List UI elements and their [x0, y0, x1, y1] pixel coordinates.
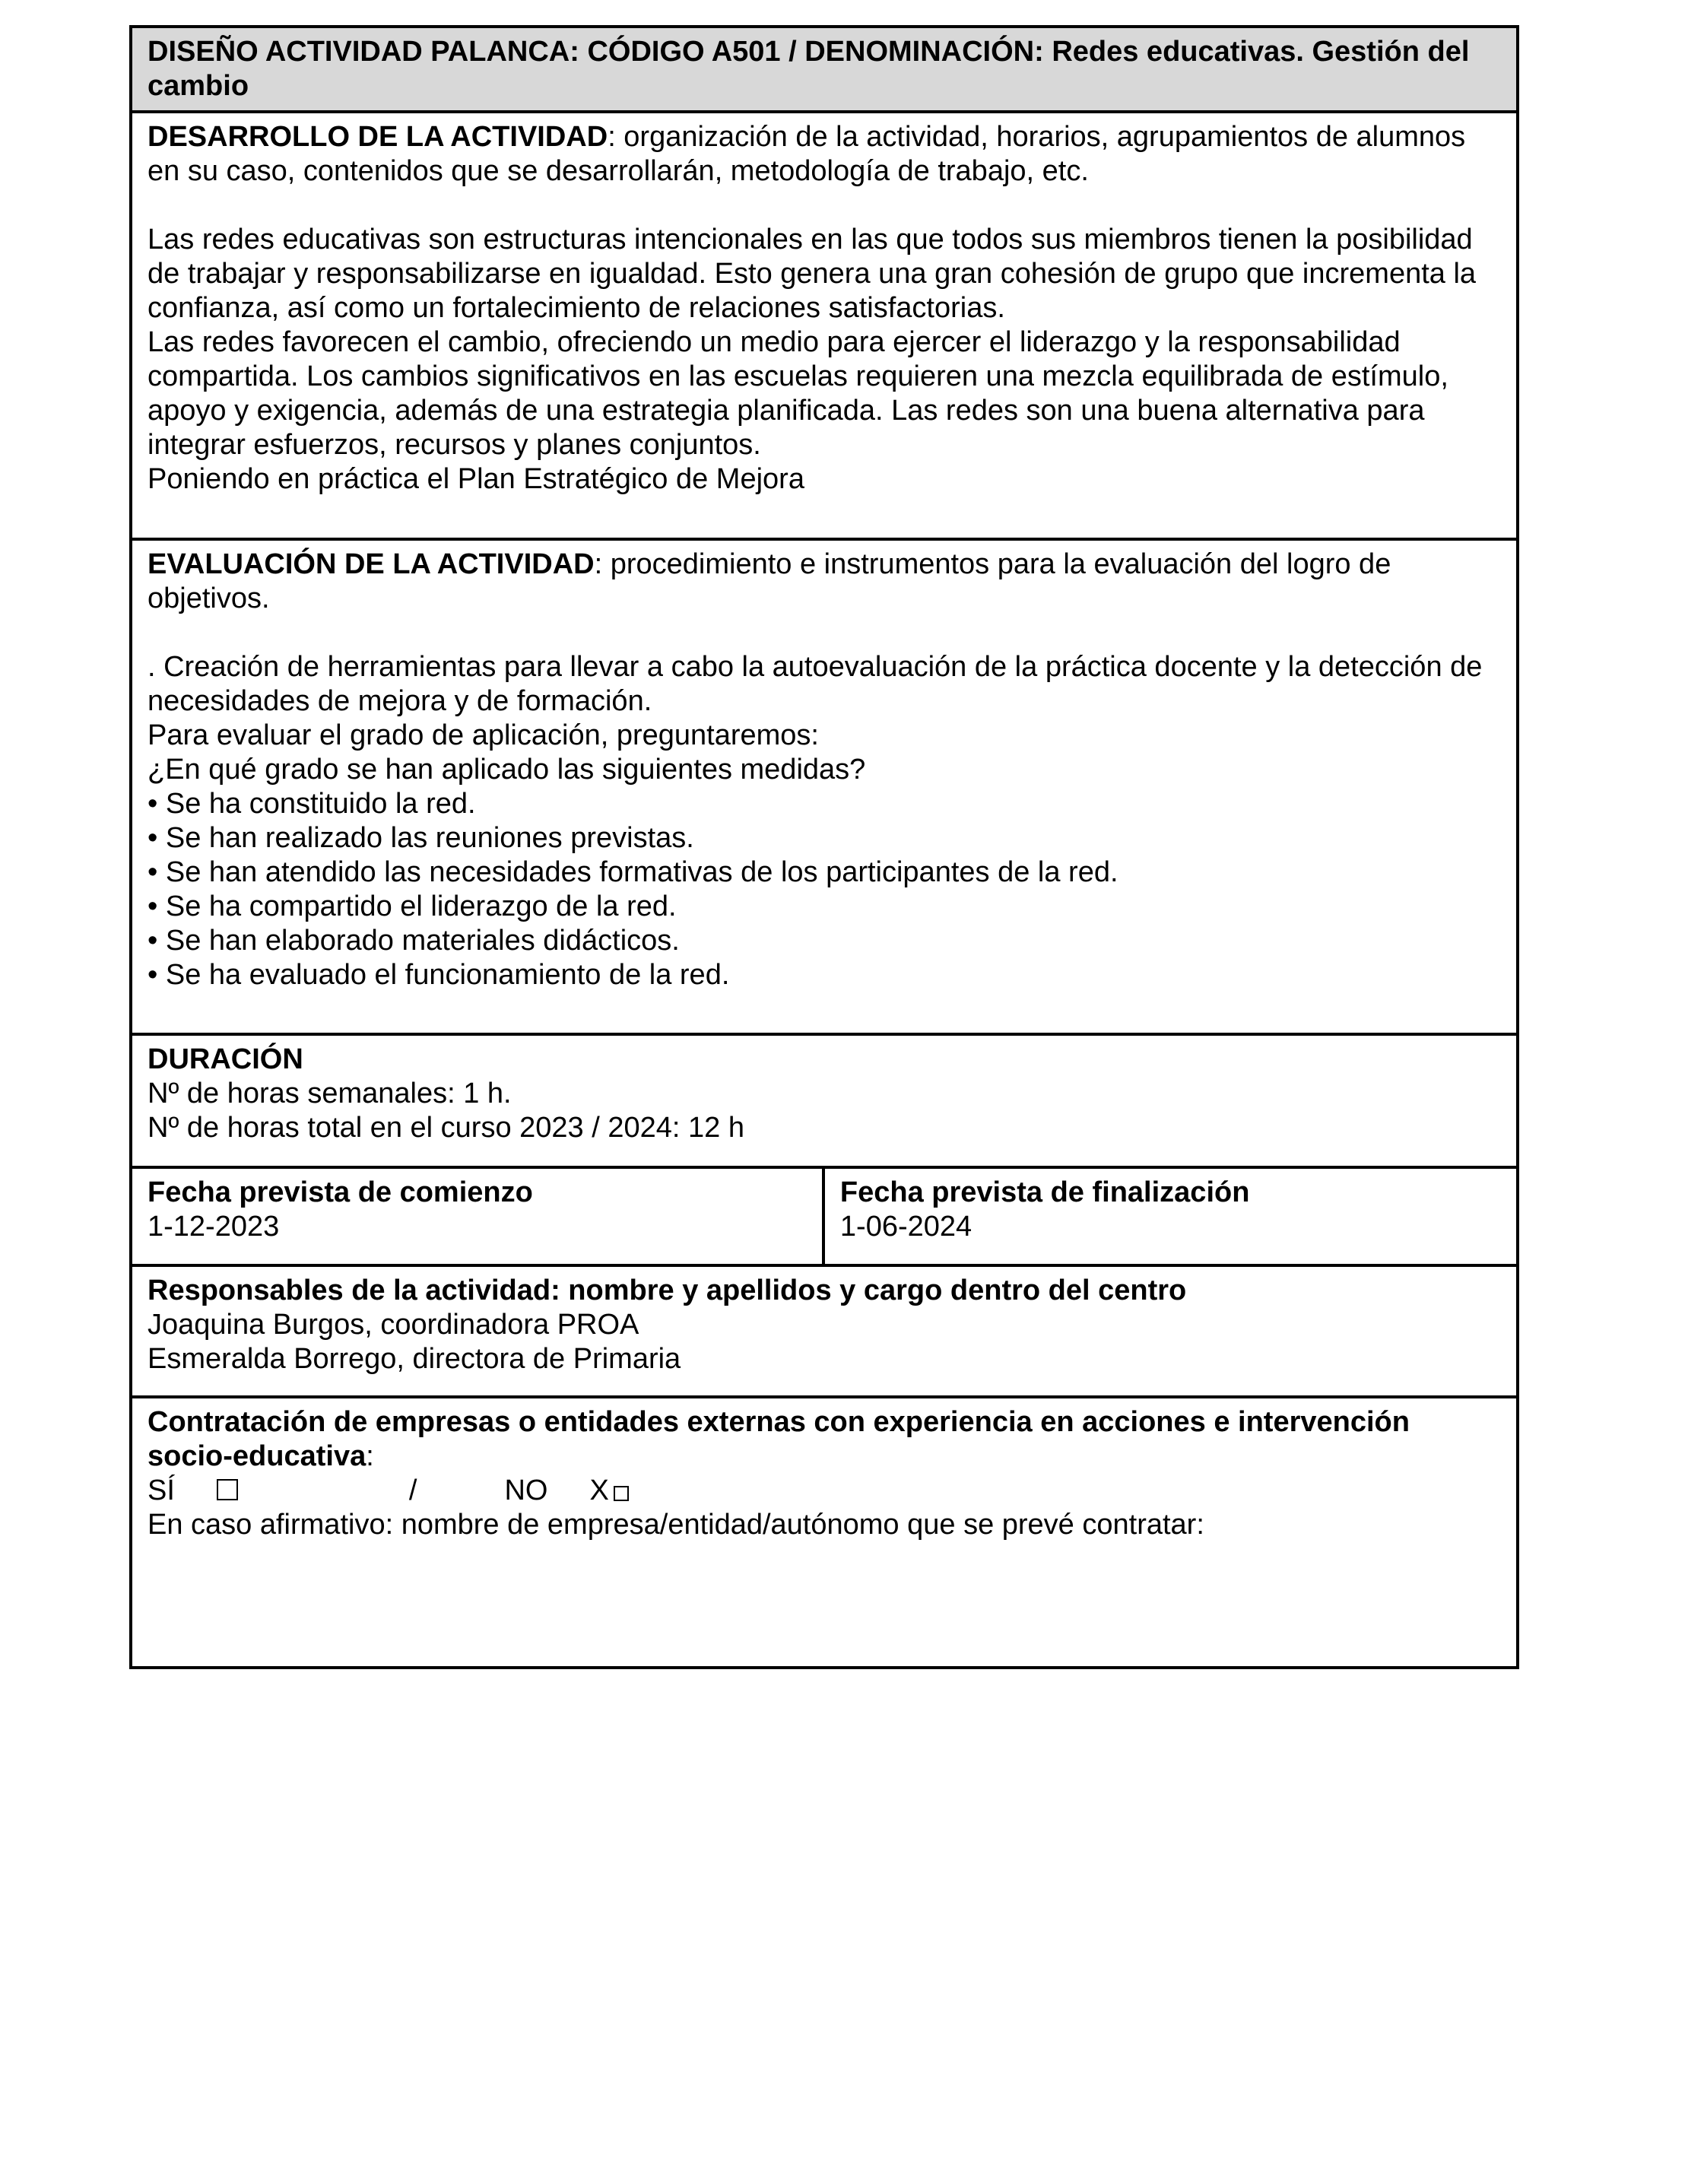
table-title: DISEÑO ACTIVIDAD PALANCA: CÓDIGO A501 / DENOMINACIÓN: Redes educativas. Gestión del cambio	[148, 36, 1470, 102]
fecha-comienzo-cell	[132, 1169, 825, 1264]
x-mark: X	[589, 1475, 609, 1506]
no-checkbox	[614, 1486, 629, 1501]
paragraph-line: ¿En qué grado se han aplicado las siguientes medidas?	[148, 754, 866, 786]
si-label: SÍ	[148, 1475, 175, 1506]
responsable-line: Esmeralda Borrego, directora de Primaria	[148, 1343, 681, 1375]
section-contratacion	[132, 1398, 1516, 1666]
si-checkbox	[217, 1479, 238, 1500]
desarrollo-intro-text: : organización de la actividad, horarios, agrupamientos de alumnos en su caso, contenidos que se desarrollarán, metodología de trabajo, etc.	[148, 121, 1466, 187]
contratacion-afirmativo: En caso afirmativo: nombre de empresa/entidad/autónomo que se prevé contratar:	[148, 1509, 1204, 1541]
paragraph-line: . Creación de herramientas para llevar a cabo la autoevaluación de la práctica docente y la detección de necesidades de mejora y de formación.	[148, 651, 1483, 717]
paragraph-line: • Se han elaborado materiales didácticos.	[148, 925, 680, 957]
duracion-line: Nº de horas total en el curso 2023 / 2024: 12 h	[148, 1112, 744, 1144]
paragraph-line: • Se ha constituido la red.	[148, 788, 476, 820]
table-header-row	[132, 28, 1516, 113]
duracion-lines	[148, 1077, 1501, 1145]
section-evaluacion	[132, 541, 1516, 1036]
duracion-label: DURACIÓN	[148, 1043, 303, 1075]
evaluacion-paragraphs	[148, 616, 1501, 992]
fecha-finalizacion-value: 1-06-2024	[839, 1211, 973, 1243]
desarrollo-intro	[148, 120, 1501, 189]
section-duracion	[132, 1036, 1516, 1169]
fecha-finalizacion-cell	[825, 1169, 1516, 1264]
paragraph-line: Las redes educativas son estructuras intencionales en las que todos sus miembros tienen la posibilidad de trabajar y responsabilizarse en igualdad. Esto genera una gran cohesión de grupo que incrementa la confianza, así como un fortalecimiento de relaciones satisfactorias.	[148, 224, 1477, 324]
paragraph-line: • Se ha evaluado el funcionamiento de la red.	[148, 959, 730, 991]
duracion-line: Nº de horas semanales: 1 h.	[148, 1078, 512, 1109]
section-responsables	[132, 1267, 1516, 1398]
paragraph-line: • Se han atendido las necesidades formativas de los participantes de la red.	[148, 856, 1118, 888]
contract-choice-line	[148, 1474, 1501, 1508]
fecha-comienzo-value: 1-12-2023	[148, 1211, 280, 1243]
paragraph-line	[148, 189, 1501, 223]
paragraph-line	[148, 616, 1501, 650]
contratacion-label-suffix: :	[366, 1440, 374, 1472]
no-label: NO	[504, 1475, 548, 1506]
evaluacion-label: EVALUACIÓN DE LA ACTIVIDAD	[148, 548, 595, 580]
section-desarrollo	[132, 113, 1516, 541]
fecha-comienzo-label: Fecha prevista de comienzo	[148, 1176, 533, 1208]
desarrollo-paragraphs	[148, 189, 1501, 497]
desarrollo-label: DESARROLLO DE LA ACTIVIDAD	[148, 121, 608, 153]
contratacion-heading	[148, 1405, 1501, 1474]
slash-separator: /	[408, 1475, 417, 1506]
responsable-line: Joaquina Burgos, coordinadora PROA	[148, 1309, 639, 1341]
fecha-finalizacion-label: Fecha prevista de finalización	[839, 1176, 1250, 1208]
evaluacion-intro-text: : procedimiento e instrumentos para la evaluación del logro de objetivos.	[148, 548, 1391, 614]
paragraph-line: • Se ha compartido el liderazgo de la red.	[148, 890, 677, 922]
paragraph-line: Para evaluar el grado de aplicación, preguntaremos:	[148, 719, 819, 751]
paragraph-line: • Se han realizado las reuniones previstas.	[148, 822, 694, 854]
evaluacion-intro	[148, 548, 1501, 616]
paragraph-line: Las redes favorecen el cambio, ofreciendo un medio para ejercer el liderazgo y la responsabilidad compartida. Los cambios significativos en las escuelas requieren una mezcla equilibrada de estímulo, apoyo y exigencia, además de una estrategia planificada. Las redes son una buena alternativa para integrar esfuerzos, recursos y planes conjuntos.	[148, 326, 1448, 461]
section-fechas	[132, 1169, 1516, 1267]
contratacion-label: Contratación de empresas o entidades externas con experiencia en acciones e intervención socio-educativa	[148, 1406, 1410, 1472]
paragraph-line: Poniendo en práctica el Plan Estratégico de Mejora	[148, 463, 804, 495]
activity-design-table	[129, 25, 1519, 1669]
responsables-label: Responsables de la actividad: nombre y apellidos y cargo dentro del centro	[148, 1275, 1187, 1306]
responsables-lines	[148, 1308, 1501, 1376]
